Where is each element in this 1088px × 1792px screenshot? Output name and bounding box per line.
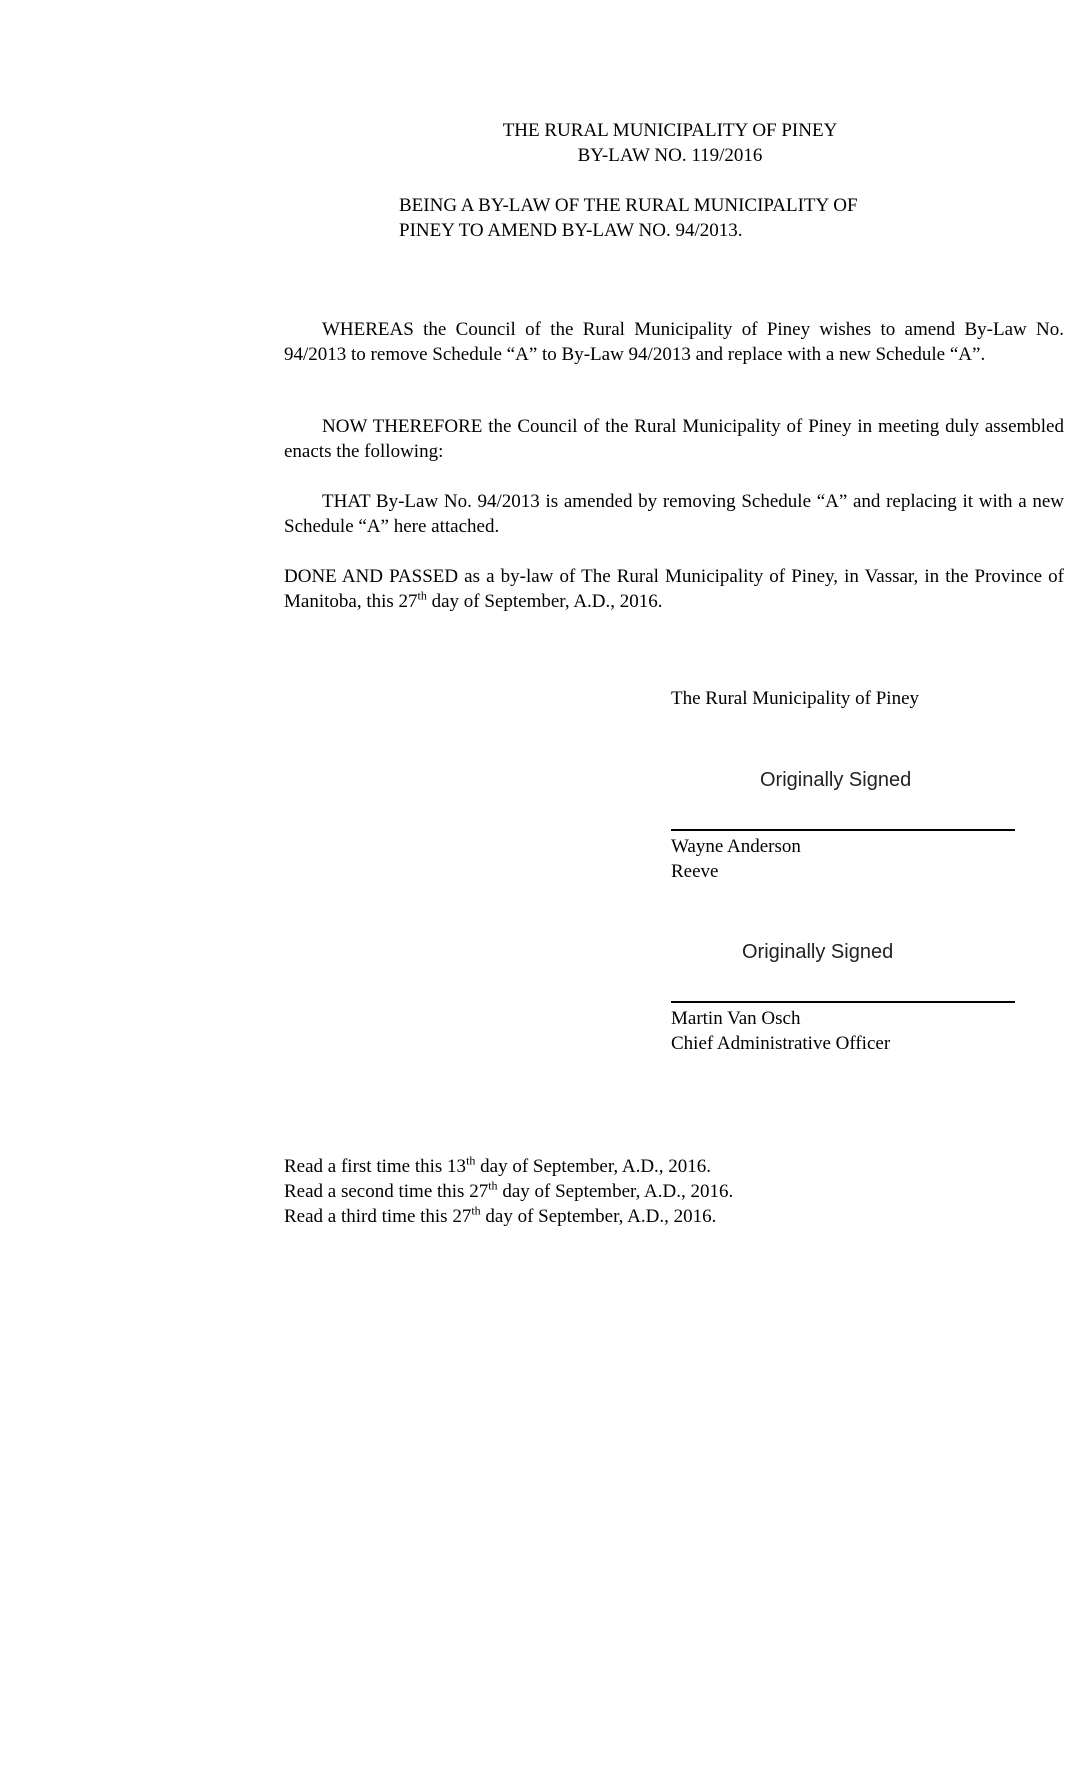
municipality-title: THE RURAL MUNICIPALITY OF PINEY [502, 120, 838, 141]
whereas-paragraph [284, 317, 1064, 367]
reading-first-text: Read a first time this 13 [284, 1156, 467, 1177]
now-therefore-paragraph [284, 414, 1064, 464]
bylaw-purpose-line-1: BEING A BY-LAW OF THE RURAL MUNICIPALITY OF [399, 195, 858, 216]
reading-first-date: day of September, A.D., 2016. [475, 1156, 712, 1177]
reading-second [284, 1179, 733, 1204]
signatory-reeve [671, 834, 801, 884]
document-title [400, 118, 940, 168]
signing-organization: The Rural Municipality of Piney [671, 688, 920, 709]
signatory-cao [671, 1006, 890, 1056]
originally-signed-note-1: Originally Signed [760, 769, 912, 791]
originally-signed-note-2: Originally Signed [742, 941, 894, 963]
done-ordinal-suffix: th [417, 588, 427, 603]
that-text: THAT By-Law No. 94/2013 is amended by removing Schedule “A” and replacing it with a new Schedule “A” here attached. [284, 491, 1064, 537]
bylaw-purpose [399, 193, 959, 243]
signatory-2-name: Martin Van Osch [671, 1008, 801, 1029]
whereas-text: WHEREAS the Council of the Rural Municipality of Piney wishes to amend By-Law No. 94/2013 to remove Schedule “A” to By-Law 94/2013 and replace with a new Schedule “A”. [284, 319, 1064, 365]
readings-list [284, 1154, 733, 1229]
reading-third-suffix: th [471, 1203, 481, 1218]
that-paragraph [284, 489, 1064, 539]
reading-second-suffix: th [488, 1178, 498, 1193]
done-and-passed-paragraph [284, 564, 1064, 614]
signatory-1-title: Reeve [671, 861, 719, 882]
reading-third [284, 1204, 733, 1229]
reading-first [284, 1154, 733, 1179]
now-therefore-text: NOW THEREFORE the Council of the Rural Municipality of Piney in meeting duly assembled enacts the following: [284, 416, 1064, 462]
reading-second-text: Read a second time this 27 [284, 1181, 489, 1202]
signature-line-1 [671, 829, 1015, 831]
reading-third-text: Read a third time this 27 [284, 1206, 472, 1227]
reading-second-date: day of September, A.D., 2016. [497, 1181, 734, 1202]
signatory-2-title: Chief Administrative Officer [671, 1033, 891, 1054]
bylaw-number: BY-LAW NO. 119/2016 [577, 145, 763, 166]
signatory-1-name: Wayne Anderson [671, 836, 801, 857]
signature-line-2 [671, 1001, 1015, 1003]
done-text-part-1: DONE AND PASSED as a by-law of The Rural Municipality of Piney, in Vassar, in the Province of Manitoba, this 27 [284, 566, 1064, 612]
reading-third-date: day of September, A.D., 2016. [480, 1206, 717, 1227]
reading-first-suffix: th [466, 1153, 476, 1168]
bylaw-purpose-line-2: PINEY TO AMEND BY-LAW NO. 94/2013. [399, 220, 743, 241]
done-text-part-2: day of September, A.D., 2016. [426, 591, 663, 612]
